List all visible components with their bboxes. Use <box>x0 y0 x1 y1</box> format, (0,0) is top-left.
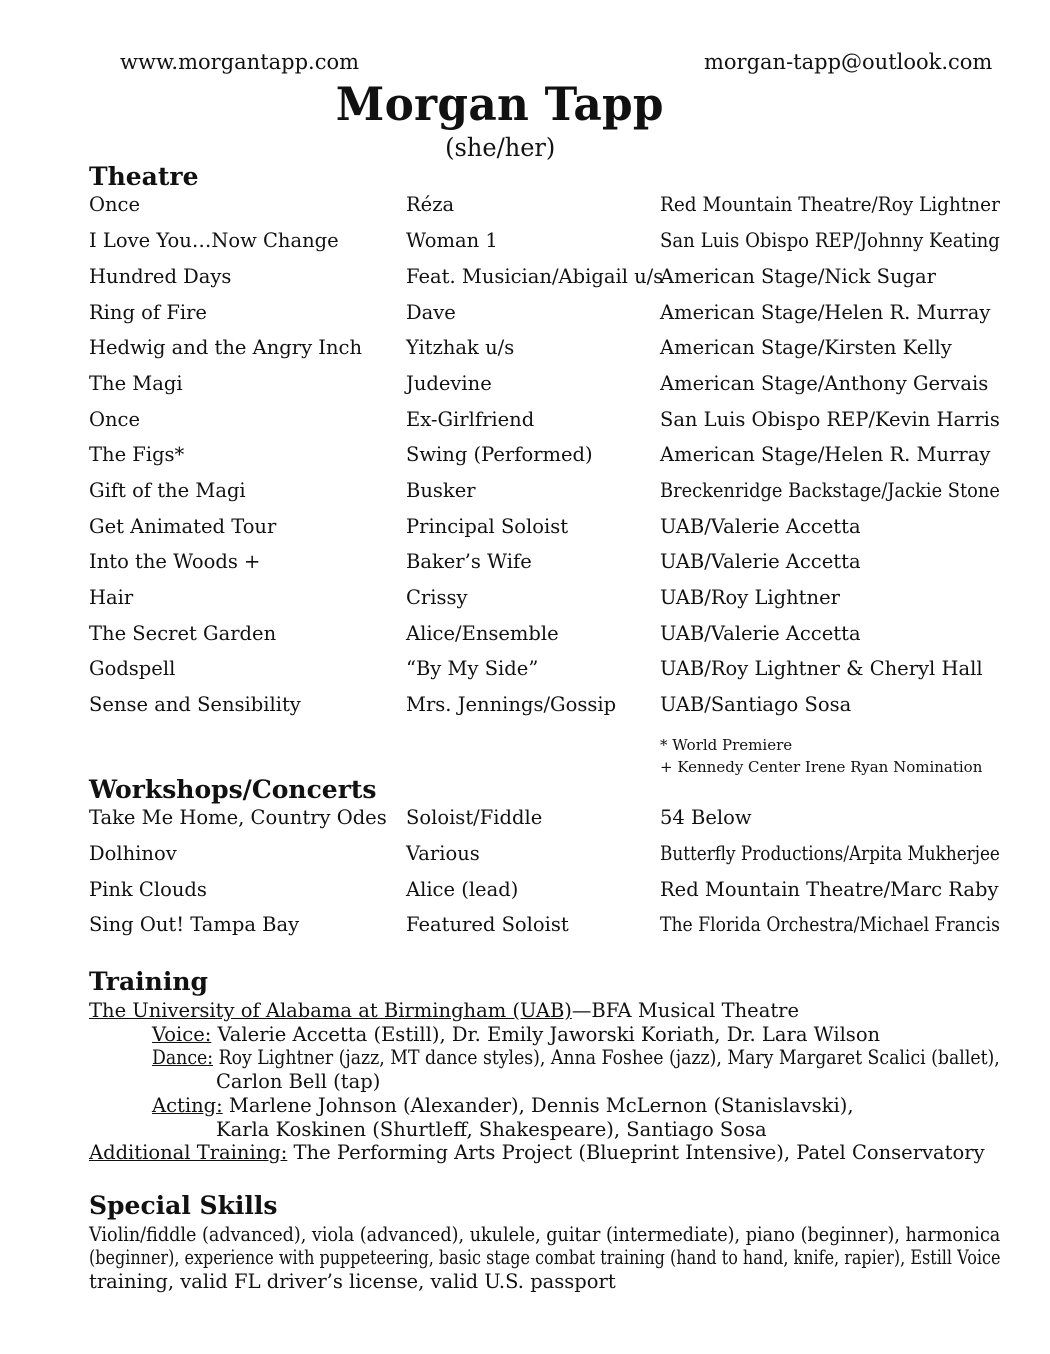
training-dance-line-2: Carlon Bell (tap) <box>216 1070 381 1093</box>
show-title: Pink Clouds <box>89 878 207 901</box>
additional-label: Additional Training: <box>89 1141 288 1164</box>
role: Baker’s Wife <box>406 550 532 573</box>
company: American Stage/Helen R. Murray <box>660 443 991 466</box>
credit-row <box>0 693 1050 723</box>
company: American Stage/Helen R. Murray <box>660 301 991 324</box>
show-title: The Figs* <box>89 443 185 466</box>
skills-line: Violin/fiddle (advanced), viola (advanced), ukulele, guitar (intermediate), piano (beginner), harmonica <box>89 1223 1001 1246</box>
voice-label: Voice: <box>152 1023 212 1046</box>
role: “By My Side” <box>406 657 539 680</box>
company: UAB/Roy Lightner & Cheryl Hall <box>660 657 983 680</box>
show-title: Into the Woods + <box>89 550 261 573</box>
show-title: The Secret Garden <box>89 622 277 645</box>
credit-row <box>0 193 1050 223</box>
website-link[interactable]: www.morgantapp.com <box>120 50 360 74</box>
credit-row <box>0 842 1050 872</box>
role: Ex-Girlfriend <box>406 408 535 431</box>
credit-row <box>0 229 1050 259</box>
role: Réza <box>406 193 455 216</box>
company: The Florida Orchestra/Michael Francis <box>660 913 1000 936</box>
company: Red Mountain Theatre/Marc Raby <box>660 878 999 901</box>
company: UAB/Roy Lightner <box>660 586 840 609</box>
training-dance-line <box>152 1046 1000 1069</box>
role: Judevine <box>406 372 492 395</box>
voice-teachers: Valerie Accetta (Estill), Dr. Emily Jaworski Koriath, Dr. Lara Wilson <box>217 1023 881 1046</box>
company: UAB/Valerie Accetta <box>660 550 861 573</box>
role: Principal Soloist <box>406 515 569 538</box>
acting-teachers: Marlene Johnson (Alexander), Dennis McLernon (Stanislavski), <box>228 1094 854 1117</box>
credit-row <box>0 336 1050 366</box>
credit-row <box>0 657 1050 687</box>
show-title: Sing Out! Tampa Bay <box>89 913 300 936</box>
theatre-heading: Theatre <box>89 162 199 191</box>
training-voice-line <box>152 1023 880 1046</box>
role: Alice (lead) <box>406 878 519 901</box>
company: UAB/Santiago Sosa <box>660 693 852 716</box>
role: Feat. Musician/Abigail u/s <box>406 265 664 288</box>
show-title: Once <box>89 408 141 431</box>
show-title: Ring of Fire <box>89 301 207 324</box>
credit-row <box>0 878 1050 908</box>
skills-line: training, valid FL driver’s license, valid U.S. passport <box>89 1270 616 1293</box>
footnote-world-premiere: * World Premiere <box>660 736 793 754</box>
show-title: Sense and Sensibility <box>89 693 301 716</box>
company: 54 Below <box>660 806 752 829</box>
footnote-nomination: + Kennedy Center Irene Ryan Nomination <box>660 758 983 776</box>
show-title: Godspell <box>89 657 176 680</box>
training-heading: Training <box>89 967 208 996</box>
show-title: Hedwig and the Angry Inch <box>89 336 363 359</box>
show-title: Once <box>89 193 141 216</box>
credit-row <box>0 479 1050 509</box>
company: American Stage/Nick Sugar <box>660 265 936 288</box>
skills-line: (beginner), experience with puppeteering, basic stage combat training (hand to hand, knife, rapier), Estill Voice <box>89 1246 1001 1269</box>
credit-row <box>0 265 1050 295</box>
company: Butterfly Productions/Arpita Mukherjee <box>660 842 1000 865</box>
role: Crissy <box>406 586 468 609</box>
show-title: I Love You…Now Change <box>89 229 339 252</box>
training-additional-line <box>89 1141 985 1164</box>
company: Breckenridge Backstage/Jackie Stone <box>660 479 1000 502</box>
credit-row <box>0 372 1050 402</box>
degree: —BFA Musical Theatre <box>571 999 800 1022</box>
dance-label: Dance: <box>152 1046 214 1069</box>
show-title: The Magi <box>89 372 183 395</box>
credit-row <box>0 408 1050 438</box>
company: UAB/Valerie Accetta <box>660 622 861 645</box>
role: Featured Soloist <box>406 913 569 936</box>
role: Yitzhak u/s <box>406 336 515 359</box>
role: Mrs. Jennings/Gossip <box>406 693 617 716</box>
show-title: Gift of the Magi <box>89 479 246 502</box>
credit-row <box>0 515 1050 545</box>
acting-label: Acting: <box>152 1094 223 1117</box>
show-title: Dolhinov <box>89 842 177 865</box>
company: San Luis Obispo REP/Johnny Keating <box>660 229 1000 252</box>
credit-row <box>0 550 1050 580</box>
role: Alice/Ensemble <box>406 622 559 645</box>
role: Busker <box>406 479 476 502</box>
dance-teachers: Roy Lightner (jazz, MT dance styles), Anna Foshee (jazz), Mary Margaret Scalici (ballet), <box>218 1046 1000 1069</box>
role: Soloist/Fiddle <box>406 806 543 829</box>
credit-row <box>0 806 1050 836</box>
role: Dave <box>406 301 456 324</box>
training-acting-line-2: Karla Koskinen (Shurtleff, Shakespeare), Santiago Sosa <box>216 1118 767 1141</box>
credit-row <box>0 913 1050 943</box>
school-name: The University of Alabama at Birmingham (UAB) <box>89 999 572 1022</box>
skills-heading: Special Skills <box>89 1191 278 1220</box>
credit-row <box>0 586 1050 616</box>
company: American Stage/Anthony Gervais <box>660 372 989 395</box>
training-acting-line <box>152 1094 854 1117</box>
company: Red Mountain Theatre/Roy Lightner <box>660 193 1000 216</box>
email-link[interactable]: morgan-tapp@outlook.com <box>704 50 993 74</box>
company: UAB/Valerie Accetta <box>660 515 861 538</box>
training-school-line <box>89 999 799 1022</box>
workshops-heading: Workshops/Concerts <box>89 775 377 804</box>
company: San Luis Obispo REP/Kevin Harris <box>660 408 1000 431</box>
pronouns: (she/her) <box>445 133 556 162</box>
show-title: Hair <box>89 586 134 609</box>
role: Woman 1 <box>406 229 498 252</box>
show-title: Hundred Days <box>89 265 232 288</box>
credit-row <box>0 622 1050 652</box>
role: Swing (Performed) <box>406 443 593 466</box>
credit-row <box>0 443 1050 473</box>
credit-row <box>0 301 1050 331</box>
additional-training: The Performing Arts Project (Blueprint Intensive), Patel Conservatory <box>293 1141 985 1164</box>
role: Various <box>406 842 480 865</box>
page-title: Morgan Tapp <box>335 77 664 131</box>
show-title: Get Animated Tour <box>89 515 277 538</box>
company: American Stage/Kirsten Kelly <box>660 336 952 359</box>
show-title: Take Me Home, Country Odes <box>89 806 387 829</box>
